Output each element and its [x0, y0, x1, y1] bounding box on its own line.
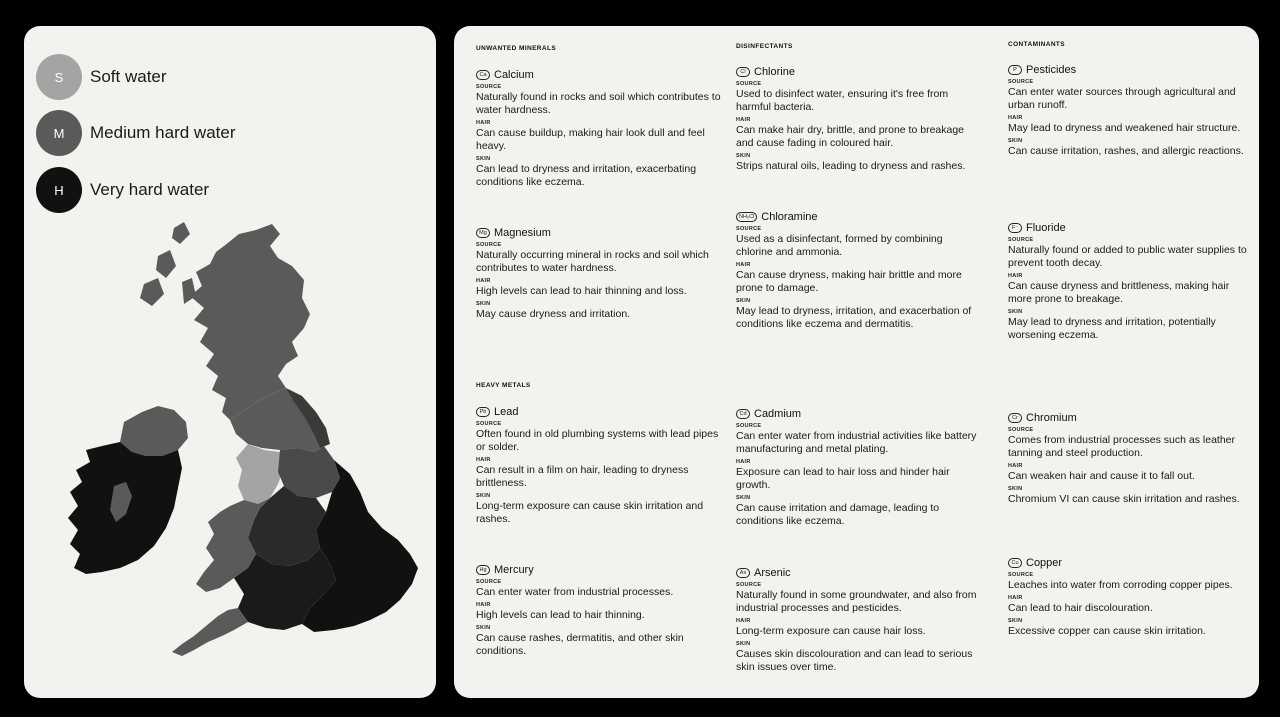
legend-circle-very-hard: H	[36, 167, 82, 213]
hair-text: Can cause buildup, making hair look dull and feel heavy.	[476, 127, 705, 152]
element-name: Chloramine	[761, 211, 818, 223]
element-chromium	[1008, 412, 1253, 506]
element-name: Mercury	[494, 564, 534, 576]
source-label: SOURCE	[476, 84, 502, 90]
skin-text: Can cause irritation and damage, leading to conditions like eczema.	[736, 502, 940, 527]
source-text: Comes from industrial processes such as leather tanning and steel production.	[1008, 434, 1236, 459]
source-label: SOURCE	[1008, 79, 1034, 85]
element-symbol-badge: Cd	[736, 409, 750, 419]
element-title	[1008, 557, 1253, 569]
heading-contaminants: CONTAMINANTS	[1008, 41, 1066, 48]
skin-label: SKIN	[736, 495, 751, 501]
element-symbol-badge: Ca	[476, 70, 490, 80]
element-name: Chlorine	[754, 66, 795, 78]
source-text: Used as a disinfectant, formed by combining chlorine and ammonia.	[736, 233, 943, 258]
skin-text: Can cause rashes, dermatitis, and other skin conditions.	[476, 632, 684, 657]
heading-unwanted-minerals: UNWANTED MINERALS	[476, 45, 557, 52]
legend-circle-soft: S	[36, 54, 82, 100]
hair-label: HAIR	[1008, 463, 1023, 469]
heading-disinfectants: DISINFECTANTS	[736, 43, 793, 50]
skin-label: SKIN	[736, 298, 751, 304]
hair-label: HAIR	[476, 457, 491, 463]
skin-text: May cause dryness and irritation.	[476, 308, 631, 320]
hair-text: Can weaken hair and cause it to fall out.	[1008, 470, 1195, 482]
element-title	[1008, 412, 1253, 424]
source-label: SOURCE	[1008, 427, 1034, 433]
hair-text: High levels can lead to hair thinning.	[476, 609, 645, 621]
hair-text: Long-term exposure can cause hair loss.	[736, 625, 926, 637]
element-magnesium	[476, 227, 721, 321]
source-text: Leaches into water from corroding copper pipes.	[1008, 579, 1233, 591]
element-arsenic	[736, 567, 981, 674]
skin-label: SKIN	[736, 153, 751, 159]
source-label: SOURCE	[1008, 572, 1034, 578]
skin-text: Strips natural oils, leading to dryness and rashes.	[736, 160, 966, 172]
skin-text: May lead to dryness, irritation, and exacerbation of conditions like eczema and dermatitis.	[736, 305, 972, 330]
map-panel	[24, 26, 436, 698]
hair-text: May lead to dryness and weakened hair structure.	[1008, 122, 1241, 134]
element-chlorine	[736, 66, 981, 173]
element-name: Lead	[494, 406, 519, 418]
skin-label: SKIN	[476, 493, 491, 499]
element-chloramine	[736, 211, 981, 331]
source-label: SOURCE	[476, 579, 502, 585]
element-name: Copper	[1026, 557, 1063, 569]
element-fluoride	[1008, 222, 1253, 342]
hair-label: HAIR	[476, 120, 491, 126]
legend-very-hard-water	[36, 167, 209, 213]
element-name: Fluoride	[1026, 222, 1066, 234]
element-cadmium	[736, 408, 981, 528]
element-name: Chromium	[1026, 412, 1077, 424]
uk-water-hardness-map	[34, 216, 434, 666]
hair-text: Can cause dryness and brittleness, making hair more prone to breakage.	[1008, 280, 1230, 305]
source-label: SOURCE	[736, 423, 762, 429]
map-region-south-west	[172, 608, 248, 656]
source-text: Naturally occurring mineral in rocks and soil which contributes to water hardness.	[476, 249, 709, 274]
hair-text: Can cause dryness, making hair brittle and more prone to damage.	[736, 269, 962, 294]
hair-text: Can result in a film on hair, leading to dryness brittleness.	[476, 464, 689, 489]
element-name: Arsenic	[754, 567, 791, 579]
map-region-northern-ireland	[120, 406, 188, 456]
hair-label: HAIR	[476, 278, 491, 284]
element-calcium	[476, 69, 721, 189]
skin-text: Causes skin discolouration and can lead to serious skin issues over time.	[736, 648, 973, 673]
source-text: Often found in old plumbing systems with lead pipes or solder.	[476, 428, 719, 453]
element-mercury	[476, 564, 721, 658]
legend-label-very-hard: Very hard water	[90, 180, 210, 199]
element-title	[1008, 222, 1253, 234]
skin-label: SKIN	[1008, 618, 1023, 624]
hair-text: Exposure can lead to hair loss and hinder hair growth.	[736, 466, 950, 491]
element-title	[1008, 64, 1253, 76]
element-pesticides	[1008, 64, 1253, 158]
source-label: SOURCE	[736, 226, 762, 232]
hair-text: Can lead to hair discolouration.	[1008, 602, 1153, 614]
hair-label: HAIR	[736, 618, 751, 624]
element-name: Pesticides	[1026, 64, 1077, 76]
element-name: Magnesium	[494, 227, 551, 239]
element-symbol-badge: Cu	[1008, 558, 1022, 568]
source-label: SOURCE	[1008, 237, 1034, 243]
hair-label: HAIR	[736, 459, 751, 465]
skin-text: Chromium VI can cause skin irritation and rashes.	[1008, 493, 1240, 505]
skin-text: Can cause irritation, rashes, and allergic reactions.	[1008, 145, 1244, 157]
element-title	[476, 406, 721, 418]
element-title	[736, 567, 981, 579]
skin-text: Long-term exposure can cause skin irritation and rashes.	[476, 500, 704, 525]
element-title	[736, 408, 981, 420]
element-name: Cadmium	[754, 408, 802, 420]
element-symbol-badge: As	[736, 568, 750, 578]
source-text: Can enter water sources through agricultural and urban runoff.	[1008, 86, 1236, 111]
source-label: SOURCE	[736, 582, 762, 588]
element-title	[736, 66, 981, 78]
element-symbol-badge: Cr	[1008, 413, 1022, 423]
skin-label: SKIN	[476, 301, 491, 307]
source-text: Naturally found in rocks and soil which contributes to water hardness.	[476, 91, 721, 116]
map-region-scotland	[190, 224, 310, 420]
element-copper	[1008, 557, 1253, 638]
source-text: Naturally found or added to public water supplies to prevent tooth decay.	[1008, 244, 1247, 269]
skin-text: Excessive copper can cause skin irritation.	[1008, 625, 1206, 637]
skin-label: SKIN	[476, 625, 491, 631]
element-symbol-badge: Pb	[476, 407, 490, 417]
legend-label-medium: Medium hard water	[90, 123, 236, 142]
legend-medium-hard-water	[36, 110, 236, 156]
element-symbol-badge: Cl	[736, 67, 750, 77]
element-symbol-badge: Mg	[476, 228, 490, 238]
hair-label: HAIR	[476, 602, 491, 608]
source-label: SOURCE	[476, 242, 502, 248]
element-symbol-badge: P	[1008, 65, 1022, 75]
contaminants-panel	[454, 26, 1259, 698]
hair-label: HAIR	[1008, 115, 1023, 121]
legend-circle-medium: M	[36, 110, 82, 156]
hair-text: Can make hair dry, brittle, and prone to breakage and cause fading in coloured hair.	[736, 124, 965, 149]
legend-soft-water	[36, 54, 167, 100]
element-name: Calcium	[494, 69, 534, 81]
element-lead	[476, 406, 721, 526]
element-title	[476, 227, 721, 239]
skin-label: SKIN	[736, 641, 751, 647]
hair-label: HAIR	[736, 117, 751, 123]
element-symbol-badge: Hg	[476, 565, 490, 575]
element-title	[476, 69, 721, 81]
legend-label-soft: Soft water	[90, 67, 167, 86]
hair-label: HAIR	[1008, 273, 1023, 279]
element-symbol-badge: F⁻	[1008, 223, 1022, 233]
hair-label: HAIR	[1008, 595, 1023, 601]
skin-label: SKIN	[1008, 309, 1023, 315]
source-text: Can enter water from industrial processes.	[476, 586, 674, 598]
element-title	[476, 564, 721, 576]
source-text: Naturally found in some groundwater, and also from industrial processes and pesticides.	[736, 589, 977, 614]
map-region-scotland-islands	[140, 222, 196, 306]
hair-label: HAIR	[736, 262, 751, 268]
source-label: SOURCE	[736, 81, 762, 87]
source-text: Can enter water from industrial activities like battery manufacturing and metal plating.	[736, 430, 977, 455]
heading-heavy-metals: HEAVY METALS	[476, 382, 531, 389]
source-label: SOURCE	[476, 421, 502, 427]
skin-text: Can lead to dryness and irritation, exacerbating conditions like eczema.	[476, 163, 697, 188]
element-title	[736, 211, 981, 223]
source-text: Used to disinfect water, ensuring it's free from harmful bacteria.	[736, 88, 949, 113]
hair-text: High levels can lead to hair thinning and loss.	[476, 285, 687, 297]
skin-label: SKIN	[1008, 138, 1023, 144]
element-symbol-badge: NH₂Cl	[736, 212, 757, 222]
skin-label: SKIN	[1008, 486, 1023, 492]
skin-text: May lead to dryness and irritation, potentially worsening eczema.	[1008, 316, 1216, 341]
skin-label: SKIN	[476, 156, 491, 162]
